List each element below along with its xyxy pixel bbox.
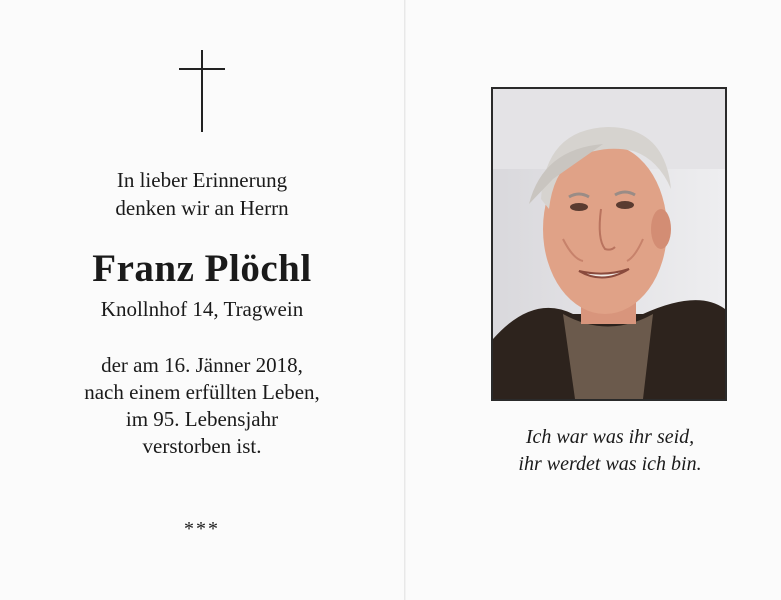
- ornament: ***: [184, 518, 220, 540]
- memorial-quote: [420, 424, 781, 478]
- portrait-photo: [491, 87, 727, 401]
- death-notice: [0, 352, 404, 460]
- deceased-address: Knollnhof 14, Tragwein: [100, 297, 304, 321]
- quote-line: ihr werdet was ich bin.: [518, 453, 702, 475]
- deceased-name: Franz Plöchl: [92, 247, 312, 290]
- death-line: nach einem erfüllten Leben,: [84, 380, 320, 404]
- death-line: verstorben ist.: [142, 434, 262, 458]
- intro-line: In lieber Erinnerung: [116, 168, 288, 192]
- quote-line: Ich war was ihr seid,: [525, 426, 695, 448]
- card-fold: [404, 0, 406, 600]
- death-line: im 95. Lebensjahr: [125, 407, 279, 431]
- intro-line: denken wir an Herrn: [115, 196, 289, 220]
- cross-icon: [179, 50, 225, 132]
- death-line: der am 16. Jänner 2018,: [101, 353, 303, 377]
- intro-text: [0, 166, 404, 222]
